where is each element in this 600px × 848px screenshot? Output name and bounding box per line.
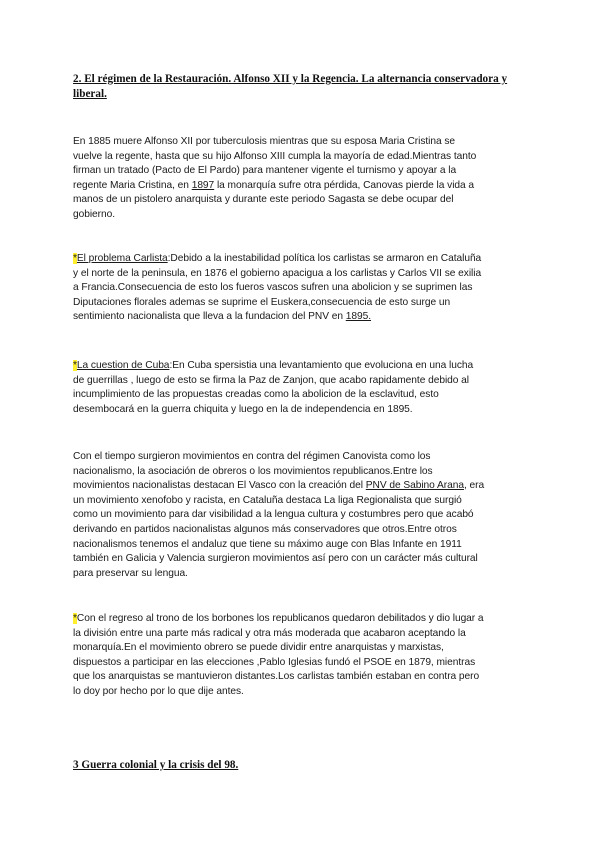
text-fragment: :Debido a la inestabilidad política los carlistas se armaron en Cataluña — [167, 253, 482, 264]
text-line — [73, 612, 533, 627]
highlight-asterisk: * — [73, 360, 77, 371]
subheading-carlista: El problema Carlista — [76, 253, 168, 264]
text-line: nacionalismo, la asociación de obreros o los movimientos republicanos.Entre los — [73, 465, 433, 477]
text-line: Diputaciones florales ademas se suprime el Euskera,consecuencia de esto surge un — [73, 296, 451, 308]
text-line: incumplimiento de las propuestas creadas como la abolicion de la esclavitud, esto — [73, 389, 439, 401]
text-line — [73, 252, 533, 267]
text-line: de guerrillas , luego de esto se firma la Paz de Zanjon, que acabo rapidamente debido al — [73, 374, 469, 386]
year-link-1897: 1897 — [191, 179, 215, 191]
text-line — [73, 359, 533, 374]
heading-line: 3 Guerra colonial y la crisis del 98. — [73, 759, 239, 771]
heading-line-2: liberal. — [73, 88, 107, 100]
text-line: un movimiento xenofobo y racista, en Cataluña destaca La liga Regionalista que surgió — [73, 494, 462, 506]
year-link-1895: 1895. — [345, 311, 372, 323]
text-line: manos de un pistolero anarquista y durante este periodo Sagasta se debe ocupar del — [73, 194, 454, 206]
text-fragment: , era — [463, 480, 485, 492]
text-line: dispuestos a participar en las elecciones ,Pablo Iglesias fundó el PSOE en 1879, mientras — [73, 656, 476, 668]
text-fragment: la monarquía sufre otra pérdida, Canovas pierde la vida a — [214, 179, 475, 191]
text-line: gobierno. — [73, 208, 116, 220]
text-line: lo doy por hecho por lo que dije antes. — [73, 685, 244, 697]
section-3-heading — [73, 758, 513, 773]
text-line: también en Galicia y Valencia surgieron movimientos así pero con un carácter más cultural — [73, 553, 478, 565]
text-line: para preservar su lengua. — [73, 567, 188, 579]
text-line: a Francia.Consecuencia de esto los fueros vascos sufren una abolicion y se suprimen las — [73, 282, 473, 294]
highlight-asterisk: * — [73, 613, 77, 624]
text-line: monarquía.En el movimiento obrero se puede dividir entre anarquistas y marxistas, — [73, 642, 444, 654]
text-line — [73, 479, 533, 494]
subheading-cuba: La cuestion de Cuba — [76, 360, 170, 371]
text-line: y el norte de la peninsula, en 1876 el gobierno apacigua a los carlistas y Carlos VII se exilia — [73, 267, 482, 279]
paragraph-republicanos — [73, 612, 533, 700]
highlight-asterisk: * — [73, 253, 77, 264]
text-fragment: sentimiento nacionalista que lleva a la fundacion del PNV en — [73, 311, 346, 323]
paragraph-movimientos — [73, 450, 533, 581]
text-fragment: :En Cuba spersistia una levantamiento que evoluciona en una lucha — [169, 360, 474, 371]
text-line: la división entre una parte más radical y otra más moderada que acabaron aceptando la — [73, 627, 466, 639]
text-fragment: regente Maria Cristina, en — [73, 179, 192, 191]
paragraph-carlista — [73, 252, 533, 325]
paragraph-cuba — [73, 359, 533, 417]
text-line: como un movimiento para dar visibilidad a la lengua cultura y costumbres pero que acabó — [73, 509, 474, 521]
text-line: que los anarquistas se mantuvieron distantes.Los carlistas también estaban en contra pero — [73, 671, 480, 683]
text-line — [73, 179, 533, 194]
text-line: Con el tiempo surgieron movimientos en contra del régimen Canovista como los — [73, 451, 431, 462]
paragraph-restauracion — [73, 135, 533, 223]
section-2-heading — [73, 72, 513, 102]
text-line: derivando en partidos nacionalistas algunos más conservadores que otros.Entre otros — [73, 523, 457, 535]
text-fragment: movimientos nacionalistas destacan El Vasco con la creación del — [73, 480, 366, 492]
heading-line-1: 2. El régimen de la Restauración. Alfonso XII y la Regencia. La alternancia conservadora y — [73, 73, 508, 85]
text-line: desembocará en la guerra chiquita y luego en la de independencia en 1895. — [73, 403, 413, 415]
text-line: firman un tratado (Pacto de El Pardo) para mantener vigente el turnismo y apoyar a la — [73, 165, 457, 177]
pnv-sabino-arana: PNV de Sabino Arana — [365, 480, 464, 492]
text-line: vuelve la regente, hasta que su hijo Alfonso XIII cumpla la mayoría de edad.Mientras tanto — [73, 150, 477, 162]
text-fragment: Con el regreso al trono de los borbones los republicanos quedaron debilitados y dio lugar a — [76, 613, 484, 624]
text-line: nacionalismos tenemos el andaluz que tiene su máximo auge con Blas Infante en 1911 — [73, 538, 462, 550]
text-line — [73, 310, 533, 325]
text-line: En 1885 muere Alfonso XII por tuberculosis mientras que su esposa Maria Cristina se — [73, 136, 456, 147]
